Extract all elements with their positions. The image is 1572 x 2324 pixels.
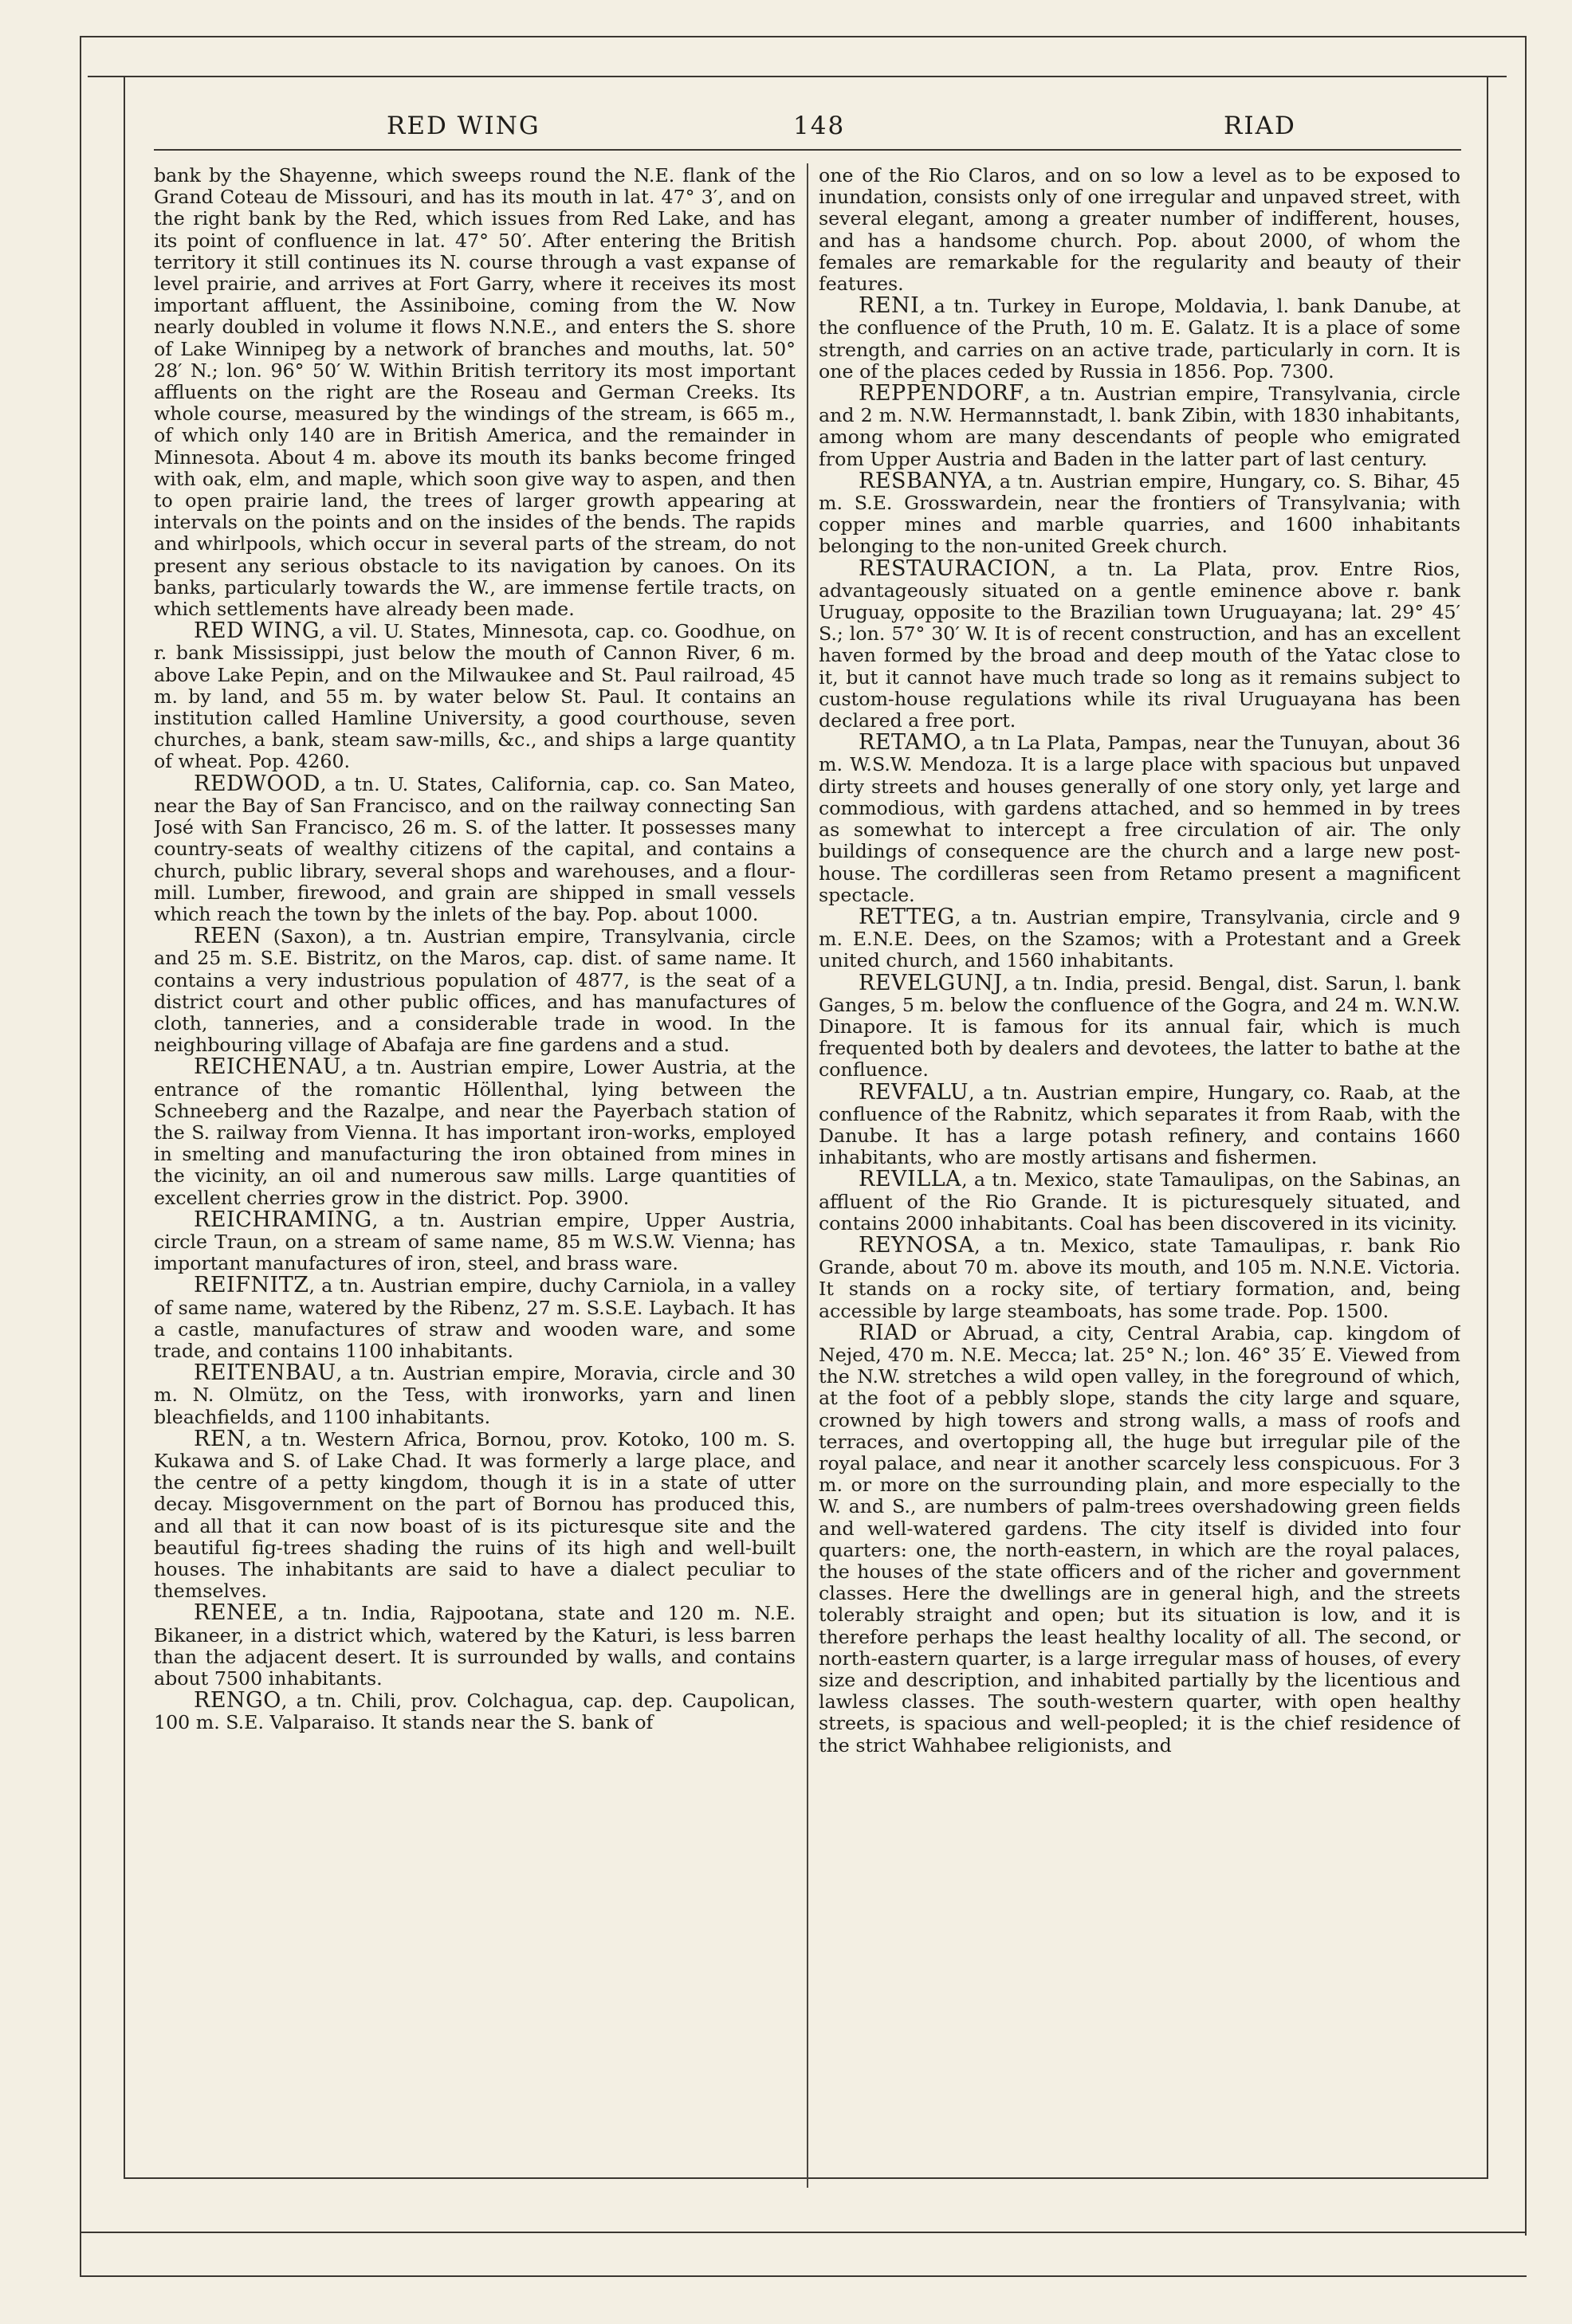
- gazetteer-entry: [819, 1168, 1460, 1235]
- frame-top-inner: [88, 76, 1507, 77]
- entry-headword: REPPENDORF: [859, 381, 1024, 406]
- entry-headword: REEN: [194, 924, 262, 949]
- gazetteer-entry: [154, 773, 796, 925]
- gazetteer-entry: [819, 1322, 1460, 1757]
- entry-text: , a tn. Austrian empire, Hungary, co. Raab, at the confluence of the Rabnitz, which separates it from Raab, with the Danube. It has a large potash refinery, and contains 1660 inhabitants, who are mostly artisans and fishermen.: [819, 1081, 1460, 1169]
- gazetteer-entry: [154, 620, 796, 772]
- continued-entry: one of the Rio Claros, and on so low a level as to be exposed to inundation, consists only of one irregular and unpaved street, with several elegant, among a greater number of indifferent, houses, and has a handsome church. Pop. about 2000, of whom the females are remarkable for the regularity and beauty of their features.: [819, 165, 1460, 296]
- left-column: [154, 165, 796, 2181]
- frame-left-inner: [124, 77, 125, 2177]
- entry-text: , a tn. Austrian empire, Hungary, co. S. Bihar, 45 m. S.E. Grosswardein, near the frontiers of Transylvania; with copper mines and marble quarries, and 1600 inhabitants belonging to the non-united Greek church.: [819, 469, 1460, 558]
- gazetteer-entry: [154, 1362, 796, 1428]
- entry-text: , a tn. India, presid. Bengal, dist. Sarun, l. bank Ganges, 5 m. below the confluence of the Gogra, and 24 m. W.N.W. Dinapore. It is famous for its annual fair, which is much frequented both by dealers and devotees, the latter to bathe at the confluence.: [819, 972, 1460, 1082]
- entry-text: , a tn. India, Rajpootana, state and 120 m. N.E. Bikaneer, in a district which, watered by the Katuri, is less barren than the adjacent desert. It is surrounded by walls, and contains about 7500 inhabitants.: [154, 1602, 796, 1690]
- continued-entry: bank by the Shayenne, which sweeps round the N.E. flank of the Grand Coteau de Missouri, and has its mouth in lat. 47° 3′, and on the right bank by the Red, which issues from Red Lake, and has its point of confluence in lat. 47° 50′. After entering the British territory it still continues its N. course through a vast expanse of level prairie, and arrives at Fort Garry, where it receives its most important affluent, the Assiniboine, coming from the W. Now nearly doubled in volume it flows N.N.E., and enters the S. shore of Lake Winnipeg by a network of branches and mouths, lat. 50° 28′ N.; lon. 96° 50′ W. Within British territory its most important affluents on the right are the Roseau and German Creeks. Its whole course, measured by the windings of the stream, is 665 m., of which only 140 are in British America, and the remainder in Minnesota. About 4 m. above its mouth its banks become fringed with oak, elm, and maple, which soon give way to aspen, and then to open prairie land, the trees of larger growth appearing at intervals on the points and on the insides of the bends. The rapids and whirlpools, which occur in several parts of the stream, do not present any serious obstacle to its navigation by canoes. On its banks, particularly towards the W., are immense fertile tracts, on which settlements have already been made.: [154, 165, 796, 621]
- page-number: 148: [793, 112, 846, 140]
- entry-headword: REICHRAMING: [194, 1207, 372, 1232]
- gazetteer-entry: [154, 1274, 796, 1362]
- header-rule: [154, 149, 1461, 151]
- gazetteer-entry: [819, 1079, 1460, 1169]
- entry-text: , a tn La Plata, Pampas, near the Tunuyan, about 36 m. W.S.W. Mendoza. It is a large place with spacious but unpaved dirty streets and houses generally of one story only, yet large and commodious, with gardens attached, and so hemmed in by trees as somewhat to intercept a free circulation of air. The only buildings of consequence are the church and a large new post-house. The cordilleras seen from Retamo present a magnificent spectacle.: [819, 732, 1460, 906]
- gazetteer-entry: [154, 1602, 796, 1690]
- running-header: [136, 112, 1487, 143]
- gazetteer-entry: [819, 295, 1460, 383]
- entry-headword: RENI: [859, 293, 920, 319]
- entry-headword: REVELGUNJ: [859, 970, 1003, 995]
- frame-top-outer: [80, 36, 1527, 37]
- entry-text: , a tn. Austrian empire, Moravia, circle and 30 m. N. Olmütz, on the Tess, with ironworks, yarn and linen bleachfields, and 1100 inhabitants.: [154, 1362, 796, 1428]
- entry-headword: REN: [194, 1426, 246, 1451]
- entry-headword: REVFALU: [859, 1079, 969, 1105]
- gazetteer-entry: [154, 1428, 796, 1603]
- gazetteer-entry: [819, 1232, 1460, 1322]
- entry-text: , a tn. U. States, California, cap. co. San Mateo, near the Bay of San Francisco, and on the railway connecting San José with San Francisco, 26 m. S. of the latter. It possesses many country-seats of wealthy citizens of the capital, and contains a church, public library, several shops and warehouses, and a flour-mill. Lumber, firewood, and grain are shipped in small vessels which reach the town by the inlets of the bay. Pop. about 1000.: [154, 772, 796, 925]
- gazetteer-entry: [819, 555, 1460, 732]
- entry-headword: RETAMO: [859, 730, 961, 756]
- header-right-guideword: RIAD: [1224, 112, 1296, 140]
- header-left-guideword: RED WING: [387, 112, 540, 140]
- gazetteer-entry: [819, 470, 1460, 558]
- entry-text: , a tn. Austrian empire, Transylvania, circle and 2 m. N.W. Hermannstadt, l. bank Zibin, with 1830 inhabitants, among whom are many descendants of people who emigrated from Upper Austria and Baden in the latter part of last century.: [819, 383, 1460, 470]
- gazetteer-entry: [819, 972, 1460, 1082]
- entry-headword: RENGO: [194, 1688, 281, 1714]
- gazetteer-entry: [154, 1690, 796, 1733]
- gazetteer-entry: [819, 906, 1460, 972]
- entry-text: , a tn. Turkey in Europe, Moldavia, l. bank Danube, at the confluence of the Pruth, 10 m. E. Galatz. It is a place of some strength, and carries on an active trade, particularly in corn. It is one of the places ceded by Russia in 1856. Pop. 7300.: [819, 295, 1460, 383]
- entry-headword: REITENBAU: [194, 1360, 336, 1386]
- gazetteer-entry: [154, 925, 796, 1056]
- entry-headword: RESBANYA: [859, 468, 987, 493]
- column-divider: [807, 163, 808, 2188]
- entry-headword: RESTAURACION: [859, 555, 1051, 581]
- entry-headword: RED WING: [194, 618, 320, 644]
- entry-headword: RIAD: [859, 1320, 918, 1345]
- entry-text: , a tn. Austrian empire, Lower Austria, at the entrance of the romantic Höllenthal, lying between the Schneeberg and the Razalpe, and near the Payerbach station of the S. railway from Vienna. It has important iron-works, employed in smelting and manufacturing the iron obtained from mines in the vicinity, an oil and numerous saw mills. Large quantities of excellent cherries grow in the district. Pop. 3900.: [154, 1056, 796, 1209]
- frame-right-outer: [1525, 36, 1527, 2236]
- entry-headword: REICHENAU: [194, 1054, 341, 1080]
- entry-text: , a tn. Austrian empire, duchy Carniola, in a valley of same name, watered by the Ribenz, 27 m. S.S.E. Laybach. It has a castle, manufactures of straw and wooden ware, and some trade, and contains 1100 inhabitants.: [154, 1274, 796, 1362]
- gazetteer-entry: [819, 732, 1460, 906]
- entry-text: or Abruad, a city, Central Arabia, cap. kingdom of Nejed, 470 m. N.E. Mecca; lat. 25° N.; lon. 46° 35′ E. Viewed from the N.W. stretches a wild open valley, in the foreground of which, at the foot of a pebbly slope, stands the city large and square, crowned by high towers and strong walls, a mass of roofs and terraces, and overtopping all, the huge but irregular pile of the royal palace, and near it another scarcely less conspicuous. For 3 m. or more on the surrounding plain, and more especially to the W. and S., are numbers of palm-trees overshadowing green fields and well-watered gardens. The city itself is divided into four quarters: one, the north-eastern, in which are the royal palaces, the houses of the state officers and of the richer and government classes. Here the dwellings are in general high, and the streets tolerably straight and open; but its situation is low, and it is therefore perhaps the least healthy locality of all. The second, or north-eastern quarter, is a large irregular mass of houses, of every size and description, and inhabited partially by the licentious and lawless classes. The south-western quarter, with open healthy streets, is spacious and well-peopled; it is the chief residence of the strict Wahhabee religionists, and: [819, 1321, 1460, 1757]
- entry-headword: REDWOOD: [194, 771, 320, 796]
- entry-headword: REIFNITZ: [194, 1273, 309, 1298]
- frame-bottom-outer: [80, 2232, 1527, 2233]
- gazetteer-entry: [819, 383, 1460, 470]
- gazetteer-entry: [154, 1056, 796, 1208]
- entry-text: (Saxon), a tn. Austrian empire, Transylvania, circle and 25 m. S.E. Bistritz, on the Maros, cap. dist. of same name. It contains a very industrious population of 4877, is the seat of a district court and other public offices, and has manufactures of cloth, tanneries, and a considerable trade in wood. In the neighbouring village of Abafaja are fine gardens and a stud.: [154, 925, 796, 1057]
- gazetteer-entry: [154, 1209, 796, 1275]
- frame-bottom-outer-2: [80, 2275, 1527, 2277]
- entry-headword: RETTEG: [859, 904, 955, 929]
- frame-left-outer: [80, 36, 81, 2275]
- entry-text: , a tn. Austrian empire, Transylvania, circle and 9 m. E.N.E. Dees, on the Szamos; with a Protestant and a Greek united church, and 1560 inhabitants.: [819, 905, 1460, 972]
- right-column: [819, 165, 1460, 2181]
- entry-text: , a tn. La Plata, prov. Entre Rios, advantageously situated on a gentle eminence above r. bank Uruguay, opposite to the Brazilian town Uruguayana; lat. 29° 45′ S.; lon. 57° 30′ W. It is of recent construction, and has an excellent haven formed by the broad and deep mouth of the Yatac close to it, but it cannot have much trade so long as it remains subject to custom-house regulations while its rival Uruguayana has been declared a free port.: [819, 557, 1460, 732]
- entry-text: , a tn. Western Africa, Bornou, prov. Kotoko, 100 m. S. Kukawa and S. of Lake Chad. It was formerly a large place, and the centre of a petty kingdom, though it is in a state of utter decay. Misgovernment on the part of Bornou has produced this, and all that it can now boast of is its picturesque site and the beautiful fig-trees shading the ruins of its high and well-built houses. The inhabitants are said to have a dialect peculiar to themselves.: [154, 1427, 796, 1603]
- entry-text: , a vil. U. States, Minnesota, cap. co. Goodhue, on r. bank Mississippi, just below the mouth of Cannon River, 6 m. above Lake Pepin, and on the Milwaukee and St. Paul railroad, 45 m. by land, and 55 m. by water below St. Paul. It contains an institution called Hamline University, a good courthouse, seven churches, a bank, steam saw-mills, &c., and ships a large quantity of wheat. Pop. 4260.: [154, 620, 796, 773]
- entry-headword: REVILLA: [859, 1167, 962, 1192]
- entry-headword: REYNOSA: [859, 1232, 975, 1258]
- entry-text: , a tn. Mexico, state Tamaulipas, r. bank Rio Grande, about 70 m. above its mouth, and 105 m. N.N.E. Victoria. It stands on a rocky site, of tertiary formation, and, being accessible by large steamboats, has some trade. Pop. 1500.: [819, 1234, 1460, 1322]
- entry-text: , a tn. Chili, prov. Colchagua, cap. dep. Caupolican, 100 m. S.E. Valparaiso. It stands near the S. bank of: [154, 1690, 796, 1734]
- entry-text: , a tn. Austrian empire, Upper Austria, circle Traun, on a stream of same name, 85 m W.S.W. Vienna; has important manufactures of iron, steel, and brass ware.: [154, 1208, 796, 1275]
- frame-right-inner: [1487, 77, 1488, 2177]
- entry-text: , a tn. Mexico, state Tamaulipas, on the Sabinas, an affluent of the Rio Grande. It is picturesquely situated, and contains 2000 inhabitants. Coal has been discovered in its vicinity.: [819, 1168, 1460, 1235]
- entry-headword: RENEE: [194, 1600, 278, 1626]
